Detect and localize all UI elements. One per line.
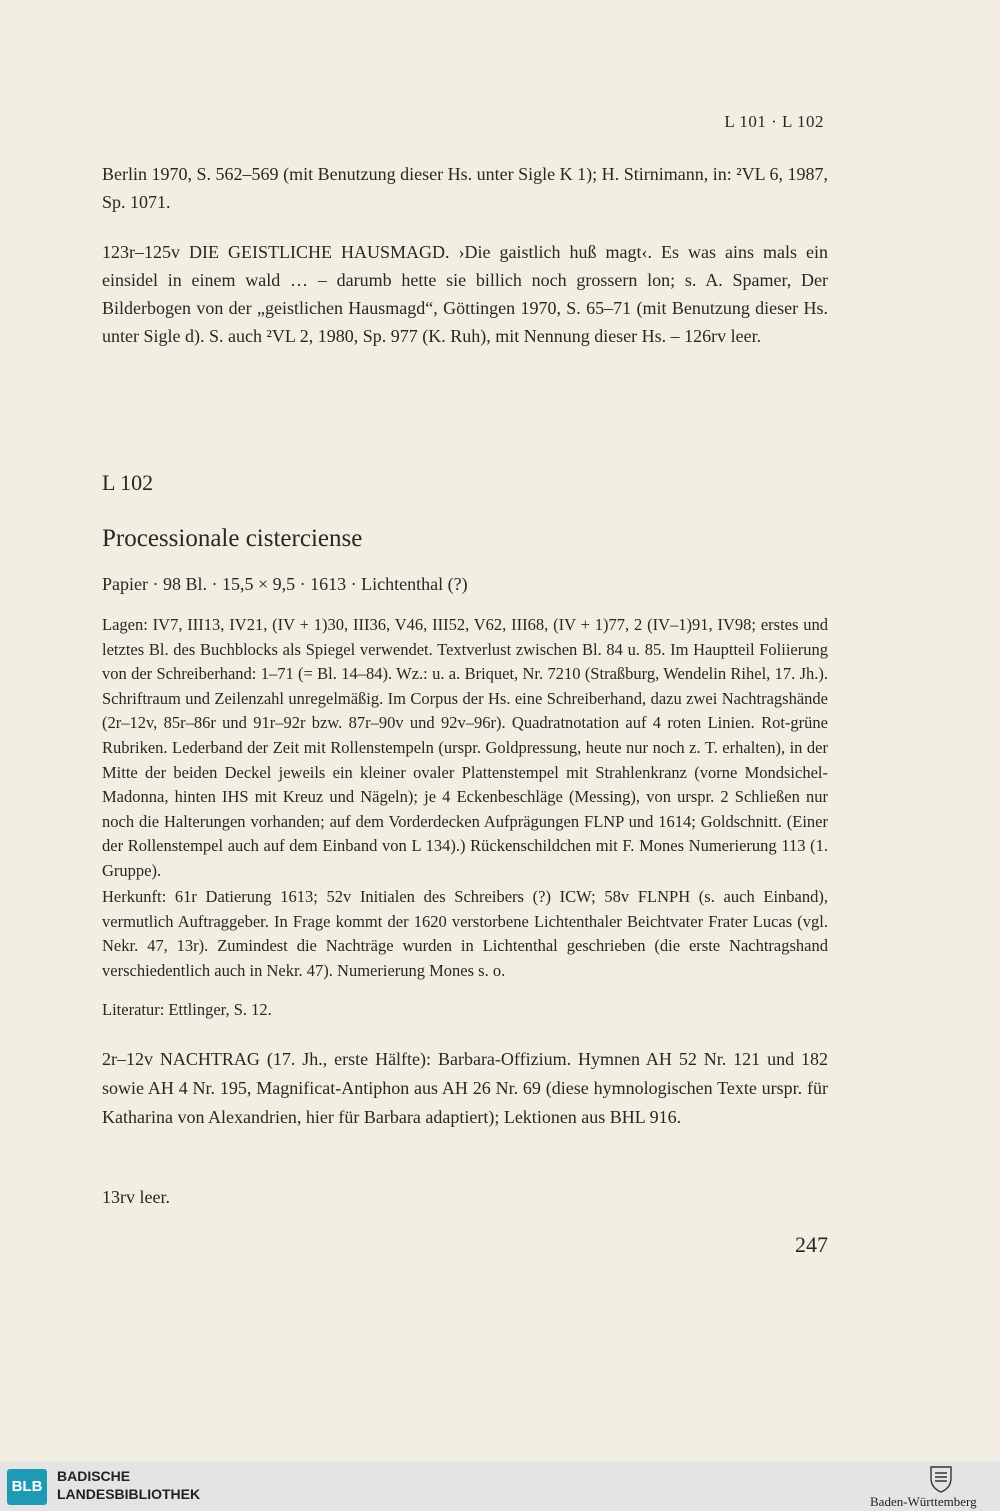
entry-title: Processionale cisterciense [102,525,363,552]
page-number: 247 [795,1232,828,1257]
library-footer-bar [0,1461,1000,1511]
hausmagd-paragraph: 123r–125v DIE GEISTLICHE HAUSMAGD. ›Die gaistlich huß magt‹. Es was ains mals ein einsidel in einem wald … – darumb hette sie billich noch grossern lon; s. A. Spamer, Der Bilderbogen von der „geistlichen Hausmagd“, Göttingen 1970, S. 65–71 (mit Benutzung dieser Hs. unter Sigle d). S. auch ²VL 2, 1980, Sp. 977 (K. Ruh), mit Nennung dieser Hs. – 126rv leer. [102,242,828,346]
running-head: L 101 · L 102 [724,112,824,131]
herkunft-paragraph: Herkunft: 61r Datierung 1613; 52v Initialen des Schreibers (?) ICW; 58v FLNPH (s. auch Einband), vermutlich Auftraggeber. In Frage kommt der 1620 verstorbene Lichtenthaler Beichtvater Frater Lucas (vgl. Nekr. 47, 13r). Zumindest die Nachträge wurden in Lichtenthal geschrieben (die erste Nachtragshand verschiedentlich auch in Nekr. 47). Numerierung Mones s. o. [102,887,828,980]
literatur-line: Literatur: Ettlinger, S. 12. [102,1000,272,1019]
leer-line: 13rv leer. [102,1187,170,1207]
wuerttemberg-crest-icon [926,1464,956,1494]
entry-physical-description: Papier · 98 Bl. · 15,5 × 9,5 · 1613 · Lichtenthal (?) [102,574,468,594]
entry-siglum: L 102 [102,470,154,495]
blb-logo-icon[interactable]: BLB [7,1469,47,1505]
previous-entry-continuation: Berlin 1970, S. 562–569 (mit Benutzung dieser Hs. unter Sigle K 1); H. Stirnimann, in: ²VL 6, 1987, Sp. 1071. [102,164,828,212]
lagen-paragraph: Lagen: IV7, III13, IV21, (IV + 1)30, III36, V46, III52, V62, III68, (IV + 1)77, 2 (IV–1)91, IV98; erstes und letztes Bl. des Buchblocks als Spiegel verwendet. Textverlust zwischen Bl. 84 u. 85. Im Hauptteil Foliierung von der Schreiberhand: 1–71 (= Bl. 14–84). Wz.: u. a. Briquet, Nr. 7210 (Straßburg, Wendelin Rihel, 17. Jh.). Schriftraum und Zeilenzahl unregelmäßig. Im Corpus der Hs. eine Schreiberhand, dazu zwei Nachtragshände (2r–12v, 85r–86r und 91r–92r bzw. 87r–90v und 92v–96r). Quadratnotation auf 4 roten Linien. Rot-grüne Rubriken. Lederband der Zeit mit Rollenstempeln (urspr. Goldpressung, heute nur noch z. T. erhalten), in der Mitte der beiden Deckel jeweils ein kleiner ovaler Plattenstempel mit Strahlenkranz (vorne Mondsichel-Madonna, hinten IHS mit Kreuz und Nägeln); je 4 Eckenbeschläge (Messing), von urspr. 2 Schließen nur noch die Halterungen vorhanden; auf dem Vorderdecken Aufprägungen FLNP und 1614; Goldschnitt. (Einer der Rollenstempel auch auf dem Einband von L 134).) Rückenschildchen mit F. Mones Numerierung 113 (1. Gruppe). [102,615,828,880]
library-name-line1: BADISCHE [57,1468,131,1484]
nachtrag-paragraph: 2r–12v NACHTRAG (17. Jh., erste Hälfte): Barbara-Offizium. Hymnen AH 52 Nr. 121 und 182 sowie AH 4 Nr. 195, Magnificat-Antiphon aus AH 26 Nr. 69 (diese hymnologischen Texte urspr. für Katharina von Alexandrien, hier für Barbara adaptiert); Lektionen aus BHL 916. [102,1049,828,1127]
library-name-line2: LANDESBIBLIOTHEK [57,1486,201,1502]
state-label: Baden-Württemberg [870,1494,977,1509]
library-name[interactable] [57,1467,200,1503]
